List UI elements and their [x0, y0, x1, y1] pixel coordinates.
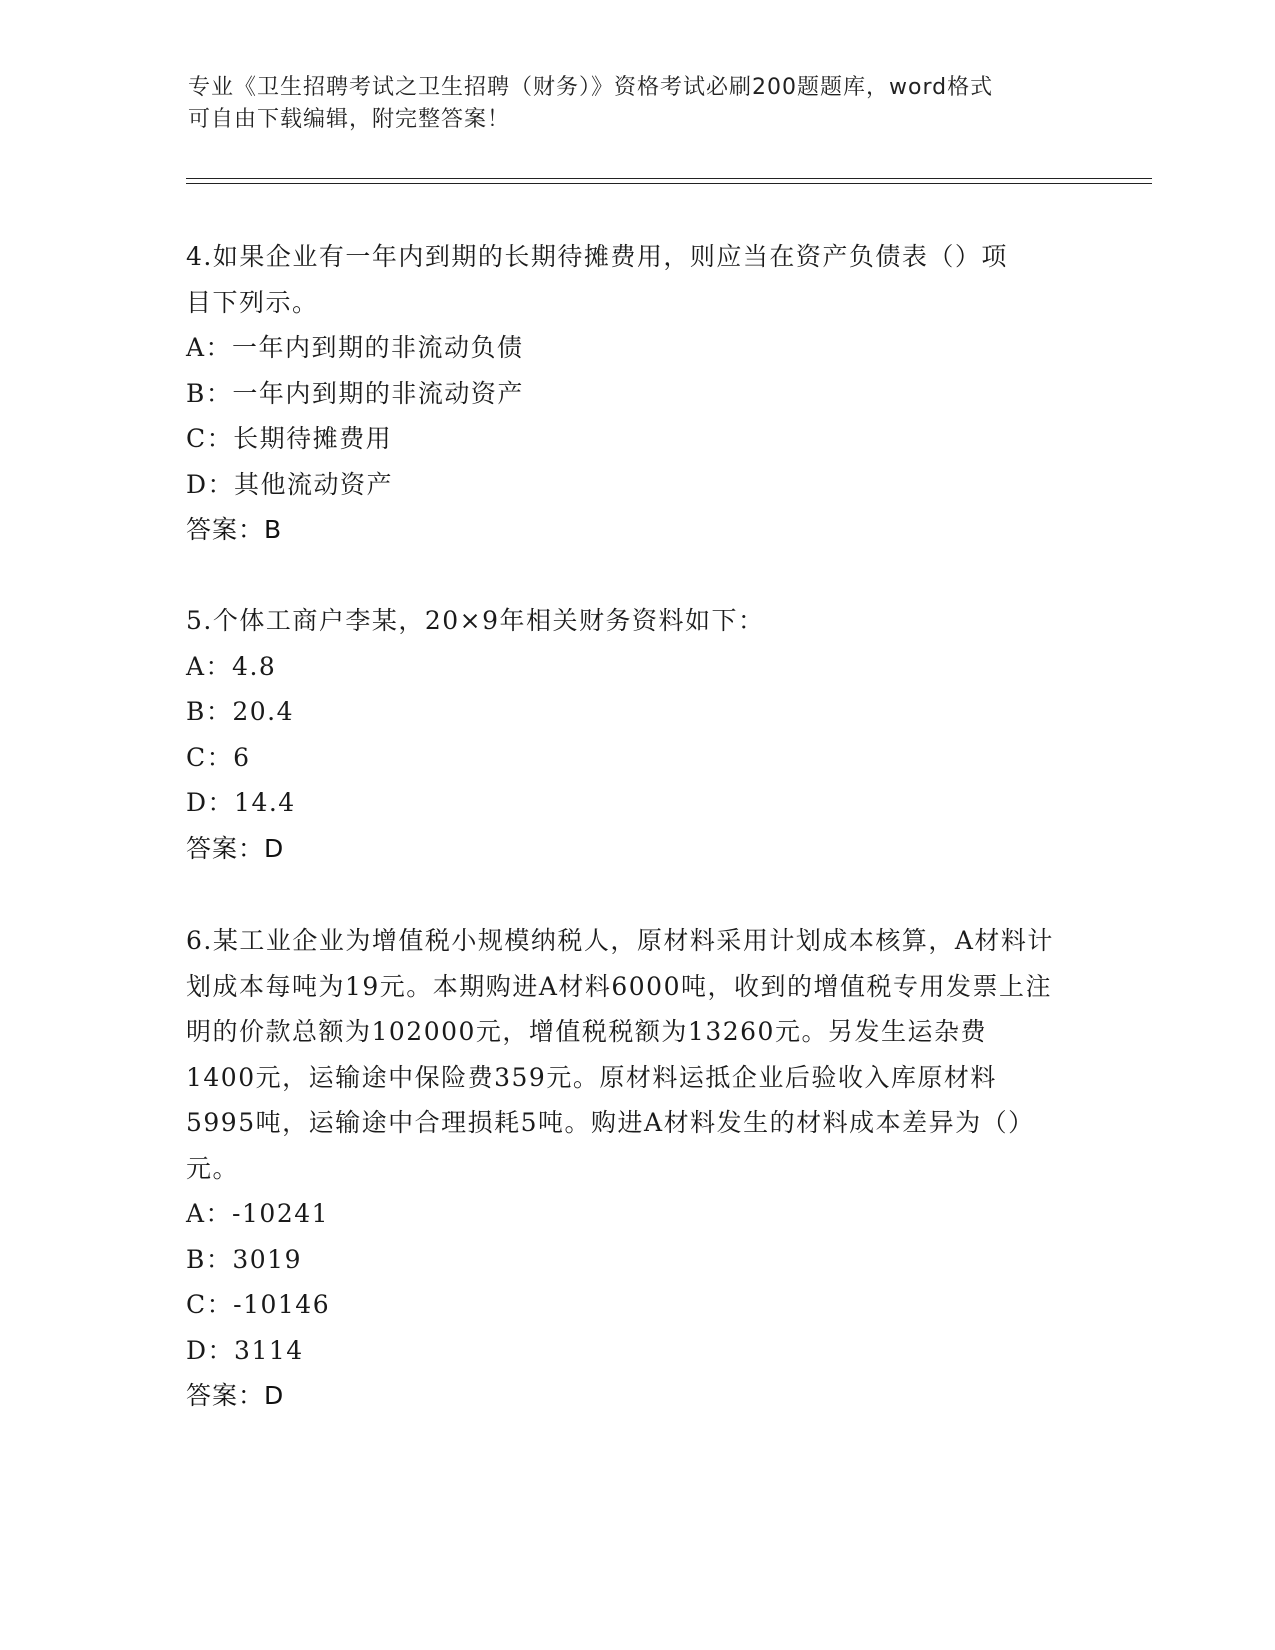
- question-stem: 5.个体工商户李某，20×9年相关财务资料如下：: [186, 606, 765, 635]
- header-divider-top: [186, 178, 1152, 179]
- option-c: C：长期待摊费用: [186, 424, 393, 453]
- question-stem: 4.如果企业有一年内到期的长期待摊费用，则应当在资产负债表（）项目下列示。: [186, 242, 1008, 317]
- question-4: [186, 234, 1086, 553]
- option-c: C：-10146: [186, 1290, 331, 1319]
- option-c: C：6: [186, 742, 251, 772]
- option-a: A：一年内到期的非流动负债: [186, 333, 524, 362]
- question-6: [186, 918, 1086, 1419]
- answer-label: 答案：D: [186, 1381, 285, 1410]
- header-line-2: 可自由下载编辑，附完整答案！: [188, 107, 511, 132]
- answer-label: 答案：B: [186, 515, 283, 544]
- option-b: B：3019: [186, 1244, 302, 1274]
- header-divider-bottom: [186, 183, 1152, 184]
- question-stem: 6.某工业企业为增值税小规模纳税人，原材料采用计划成本核算，A材料计划成本每吨为19元。本期购进A材料6000吨，收到的增值税专用发票上注明的价款总额为102000元，增值税税额为13260元。另发生运杂费1400元，运输途中保险费359元。原材料运抵企业后验收入库原材料5995吨，运输途中合理损耗5吨。购进A材料发生的材料成本差异为（）元。: [186, 926, 1054, 1183]
- option-d: D：其他流动资产: [186, 469, 394, 499]
- option-b: B：20.4: [186, 697, 295, 726]
- question-5: [186, 598, 1086, 871]
- option-d: D：3114: [186, 1335, 304, 1365]
- option-a: A：4.8: [186, 651, 277, 681]
- option-b: B：一年内到期的非流动资产: [186, 378, 524, 408]
- option-d: D：14.4: [186, 788, 296, 817]
- document-header: [188, 72, 1068, 136]
- option-a: A：-10241: [186, 1199, 330, 1228]
- header-line-1: 专业《卫生招聘考试之卫生招聘（财务）》资格考试必刷200题题库，word格式: [188, 75, 994, 100]
- answer-label: 答案：D: [186, 833, 285, 863]
